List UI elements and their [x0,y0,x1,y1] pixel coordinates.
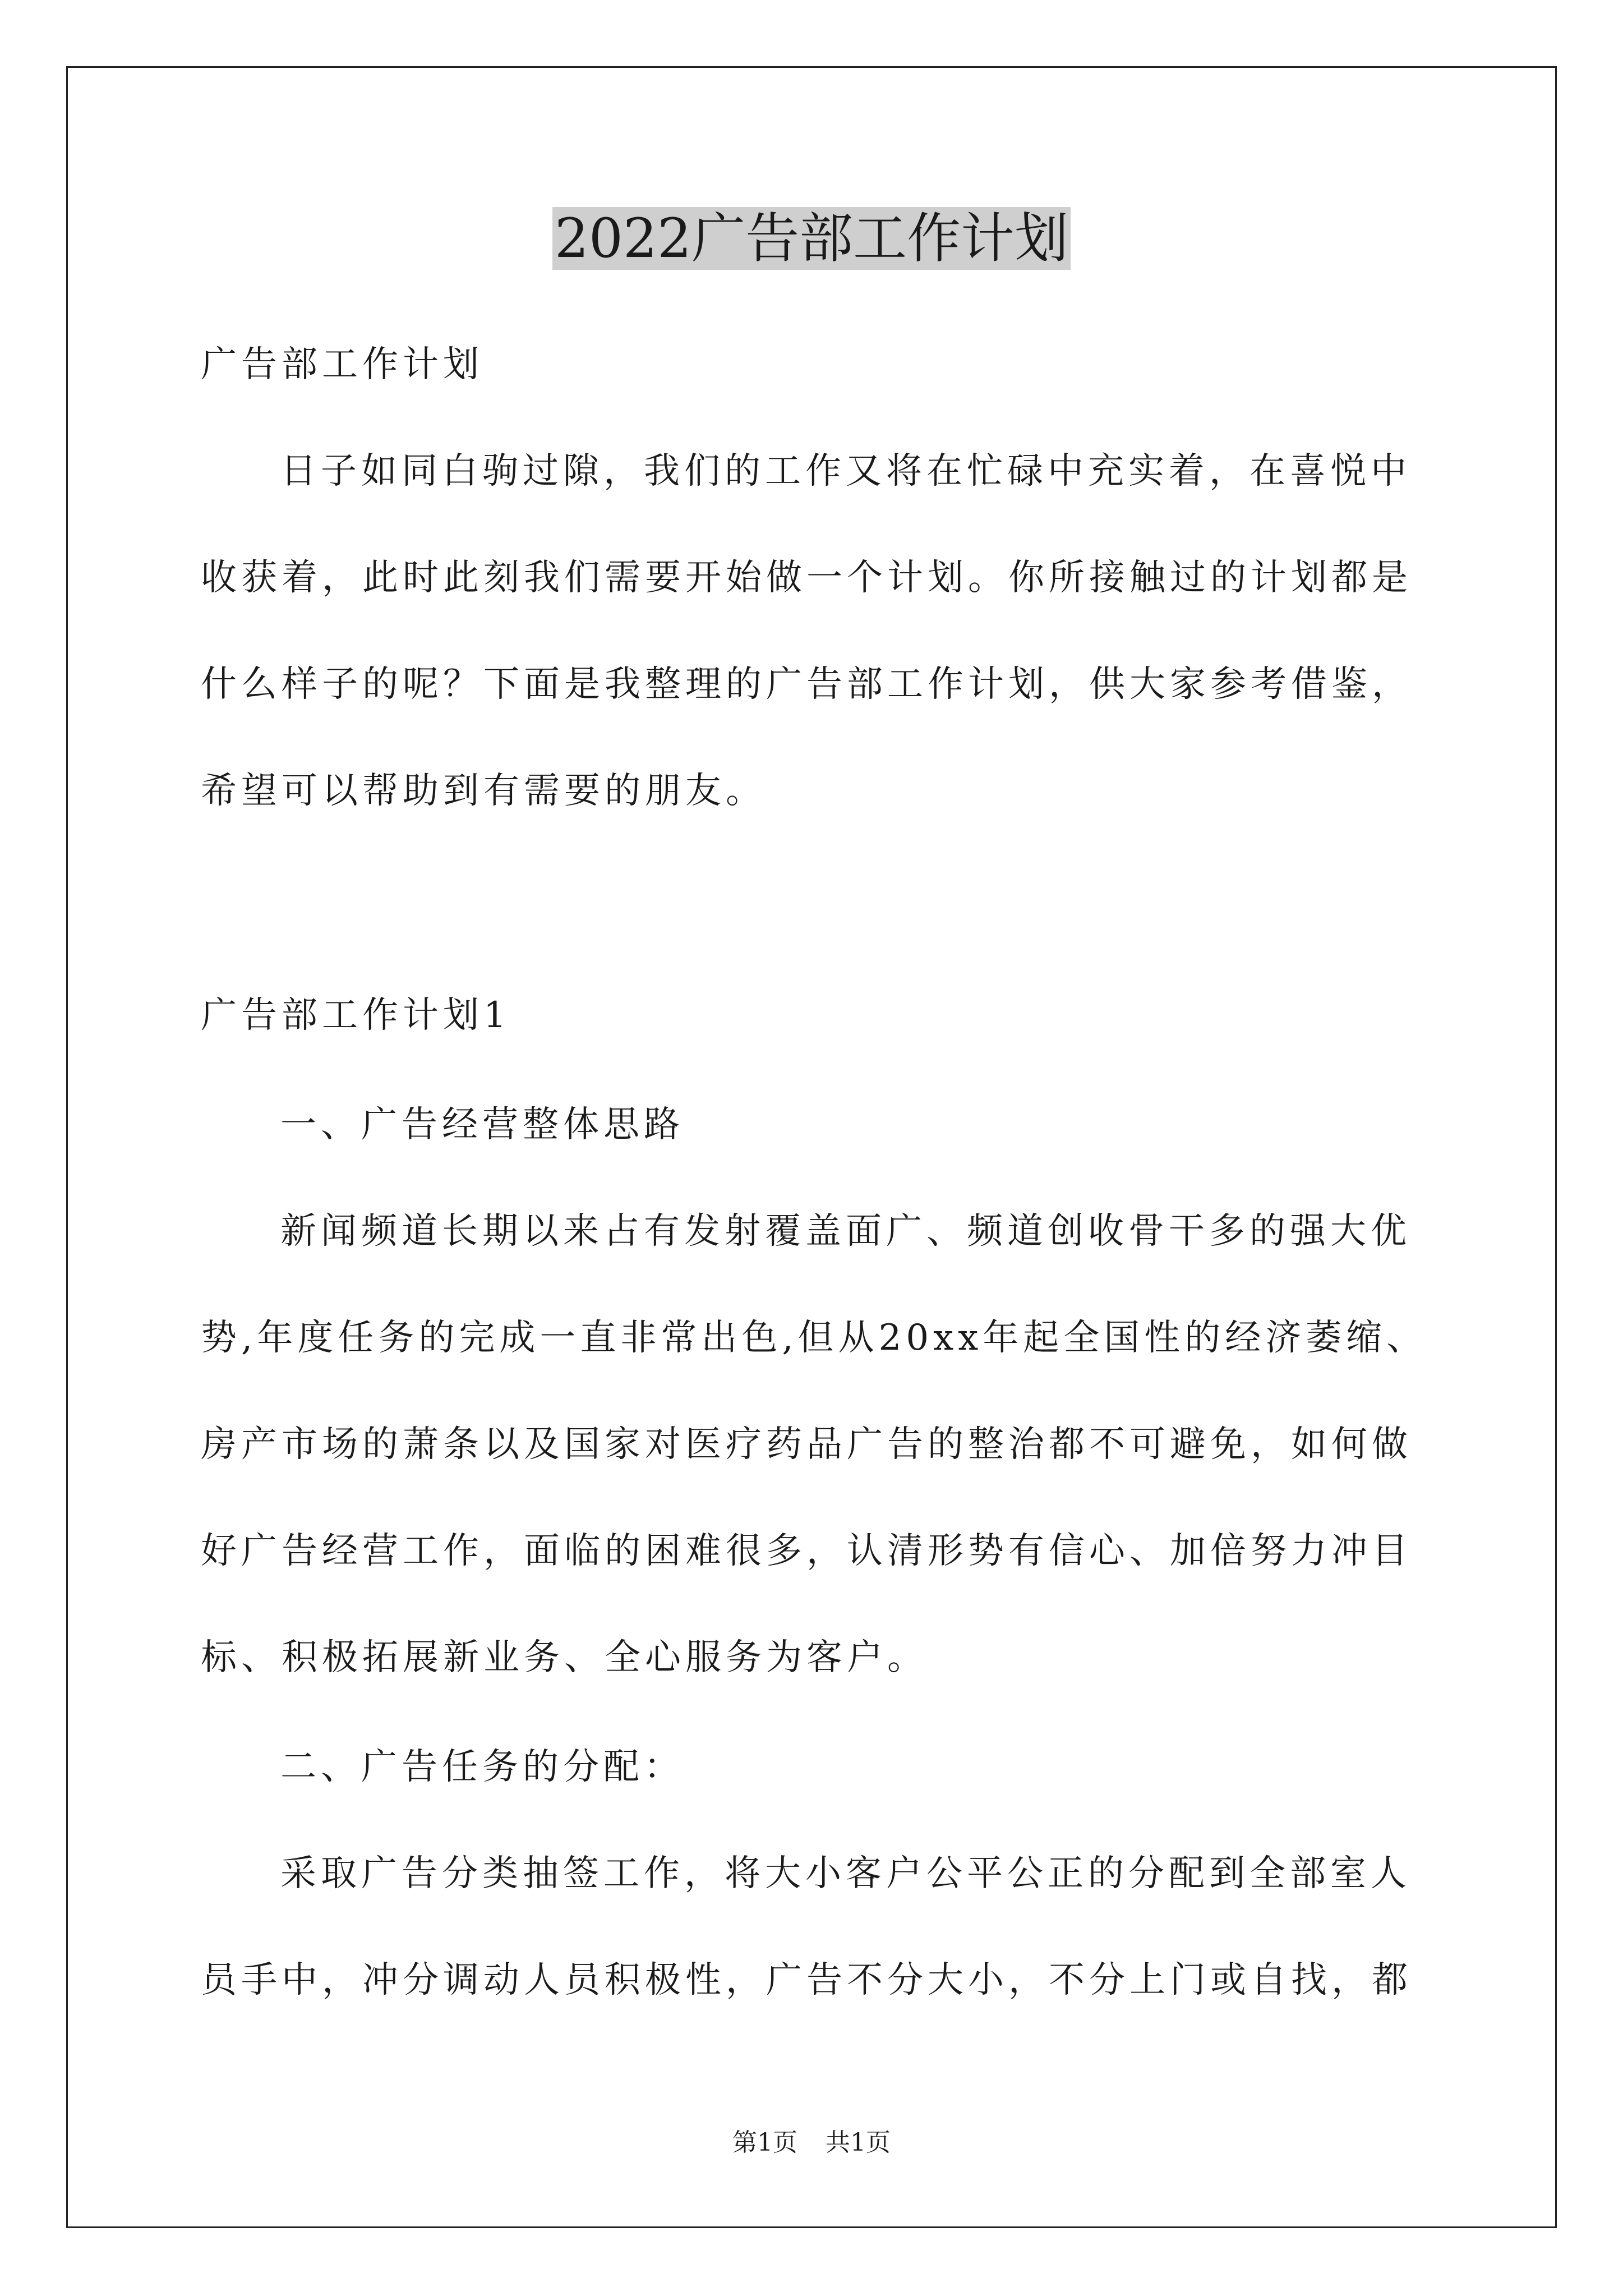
paragraph-line: 日子如同白驹过隙，我们的工作又将在忙碌中充实着，在喜悦中 [280,450,1411,492]
paragraph-line: 好广告经营工作，面临的困难很多，认清形势有信心、加倍努力冲目 [201,1530,1412,1572]
paragraph-line: 标、积极拓展新业务、全心服务为客户。 [201,1637,928,1678]
paragraph-line: 势,年度任务的完成一直非常出色,但从20xx年起全国性的经济萎缩、 [201,1317,1427,1359]
section-heading: 广告部工作计划1 [201,995,511,1036]
page-total: 共1页 [826,2128,891,2157]
page-footer [0,2126,1623,2160]
paragraph-line: 新闻频道长期以来占有发射覆盖面广、频道创收骨干多的强大优 [280,1211,1411,1252]
document-title [0,196,1623,280]
paragraph-line: 什么样子的呢？下面是我整理的广告部工作计划，供大家参考借鉴， [201,664,1412,705]
paragraph-line: 员手中，冲分调动人员积极性，广告不分大小，不分上门或自找，都 [201,1959,1412,2001]
paragraph-line: 房产市场的萧条以及国家对医疗药品广告的整治都不可避免，如何做 [201,1424,1412,1465]
document-title-text: 2022广告部工作计划 [552,207,1071,270]
paragraph-line: 希望可以帮助到有需要的朋友。 [201,770,766,812]
page-number: 第1页 [732,2128,797,2157]
subheading: 二、广告任务的分配： [280,1746,684,1788]
subheading: 一、广告经营整体思路 [280,1104,684,1145]
section-heading: 广告部工作计划 [201,344,483,385]
paragraph-line: 采取广告分类抽签工作，将大小客户公平公正的分配到全部室人 [280,1853,1411,1894]
paragraph-line: 收获着，此时此刻我们需要开始做一个计划。你所接触过的计划都是 [201,557,1412,599]
